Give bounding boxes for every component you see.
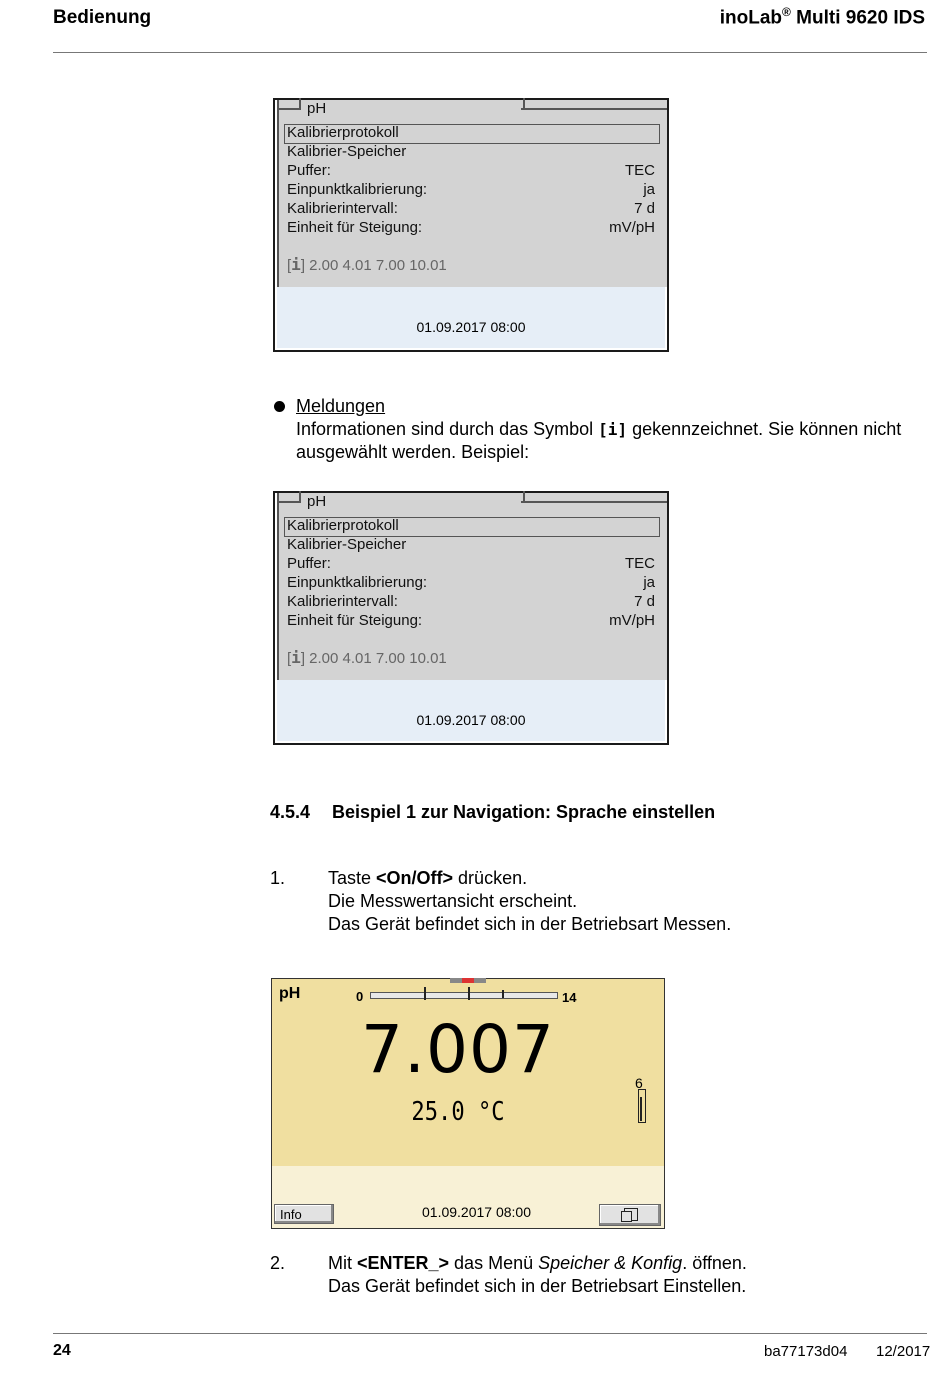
menu-item-label: Kalibrierintervall: [287,200,398,217]
info-bracket-close: ] [300,257,305,274]
menu-item-label: Einpunktkalibrierung: [287,574,428,591]
menu-item[interactable] [287,612,655,631]
bullet-heading [296,395,385,418]
footer-rule [53,1333,927,1334]
info-icon: i [291,648,301,667]
text: gekennzeichnet. Sie können nicht [627,419,902,439]
datetime: 01.09.2017 08:00 [422,1204,531,1220]
menu-item[interactable] [287,181,655,200]
menu-item[interactable] [287,536,655,555]
menu-item[interactable] [287,219,655,238]
menu-item-label: Einheit für Steigung: [287,219,423,236]
tab-gap [301,108,521,110]
step-1-line-2: Die Messwertansicht erscheint. [328,891,578,911]
menu-item-label: Kalibrierprotokoll [287,124,399,141]
scale-tick [502,990,504,998]
section-title: Beispiel 1 zur Navigation: Sprache einstellen [332,802,716,822]
window-button[interactable] [599,1204,661,1226]
menu-item-value: ja [643,574,655,591]
scale-pointer [468,987,470,1000]
product-model: Multi 9620 IDS [790,7,925,29]
bullet-text-line-2: ausgewählt werden. Beispiel: [296,442,530,462]
status-bar [277,287,665,348]
text: das Menü [449,1253,539,1273]
menu-title: pH [307,100,327,117]
key-name: <ENTER_> [357,1253,450,1273]
stability-indicator-active [462,978,474,983]
step-number: 2. [270,1253,286,1273]
status-bar [277,680,665,741]
menu-item-label: Kalibrier-Speicher [287,536,407,553]
menu-body [277,100,667,287]
text: Taste [328,868,377,888]
menu-item-label: Einheit für Steigung: [287,612,423,629]
menu-item-label: Einpunktkalibrierung: [287,181,428,198]
thermometer-fill [640,1097,642,1121]
step-2-line-1 [328,1252,747,1275]
product-name: inoLab [719,7,783,29]
menu-item[interactable] [287,555,655,574]
step-1-line-3: Das Gerät befindet sich in der Betriebsart Messen. [328,914,732,934]
step-number: 1. [270,868,286,888]
menu-item[interactable] [287,162,655,181]
datetime: 01.09.2017 08:00 [416,712,526,728]
header-rule [53,52,927,53]
menu-item-label: Puffer: [287,555,331,572]
device-menu-screen-2 [273,491,669,745]
ph-scale-bar [370,992,558,999]
info-bracket-open: [ [287,650,292,667]
text: . öffnen. [682,1253,747,1273]
section-heading [270,802,715,823]
document-date: 12/2017 [876,1343,931,1360]
info-symbol: [i] [598,420,628,439]
menu-body [277,493,667,680]
text: Mit [328,1253,357,1273]
info-bracket-open: [ [287,257,292,274]
menu-item-value: TEC [625,555,655,572]
text: drücken. [453,868,528,888]
scale-min: 0 [356,989,364,1004]
info-message [287,648,447,667]
menu-name: Speicher & Konfig [538,1253,683,1273]
text: Informationen sind durch das Symbol [296,419,599,439]
sensor-mark: 6 [635,1075,643,1091]
key-name: <On/Off> [376,868,454,888]
temperature-value: 25.0 °C [411,1097,505,1127]
scale-tick [424,987,426,1000]
menu-title: pH [307,493,327,510]
menu-item[interactable] [287,200,655,219]
measured-value: 7.007 [361,1011,555,1088]
menu-item[interactable] [287,574,655,593]
menu-item-label: Kalibrierprotokoll [287,517,399,534]
device-menu-screen-1 [273,98,669,352]
menu-item-value: mV/pH [609,612,655,629]
section-number: 4.5.4 [270,802,311,822]
menu-item-label: Puffer: [287,162,331,179]
tab-gap [301,501,521,503]
menu-item[interactable] [287,517,655,536]
window-icon-inner [621,1211,632,1222]
menu-item-label: Kalibrier-Speicher [287,143,407,160]
info-text: 2.00 4.01 7.00 10.01 [304,650,447,667]
parameter-label: pH [279,985,301,1002]
menu-item-value: 7 d [634,200,655,217]
bullet-dot [274,401,285,412]
document-id: ba77173d04 [764,1343,848,1360]
bullet-text-line-1 [296,418,901,441]
menu-item-value: mV/pH [609,219,655,236]
info-text: 2.00 4.01 7.00 10.01 [304,257,447,274]
info-bracket-close: ] [300,650,305,667]
heading-text: Meldungen [296,396,386,416]
scale-max: 14 [562,990,577,1005]
measurement-display [271,978,665,1229]
tab-outline [299,491,525,501]
info-message [287,255,447,274]
menu-item-value: TEC [625,162,655,179]
step-1-line-1 [328,867,527,890]
step-2-line-2: Das Gerät befindet sich in der Betriebsart Einstellen. [328,1276,747,1296]
info-button[interactable]: Info [274,1204,334,1224]
menu-item[interactable] [287,593,655,612]
menu-item-value: 7 d [634,593,655,610]
info-icon: i [291,255,301,274]
datetime: 01.09.2017 08:00 [416,319,526,335]
registered-mark: ® [782,5,791,19]
menu-item-value: ja [643,181,655,198]
running-header-section: Bedienung [53,7,152,28]
menu-item-label: Kalibrierintervall: [287,593,398,610]
page-number: 24 [53,1342,71,1359]
running-header-product [720,5,925,29]
tab-outline [299,98,525,108]
menu-item[interactable] [287,143,655,162]
menu-item[interactable] [287,124,655,143]
